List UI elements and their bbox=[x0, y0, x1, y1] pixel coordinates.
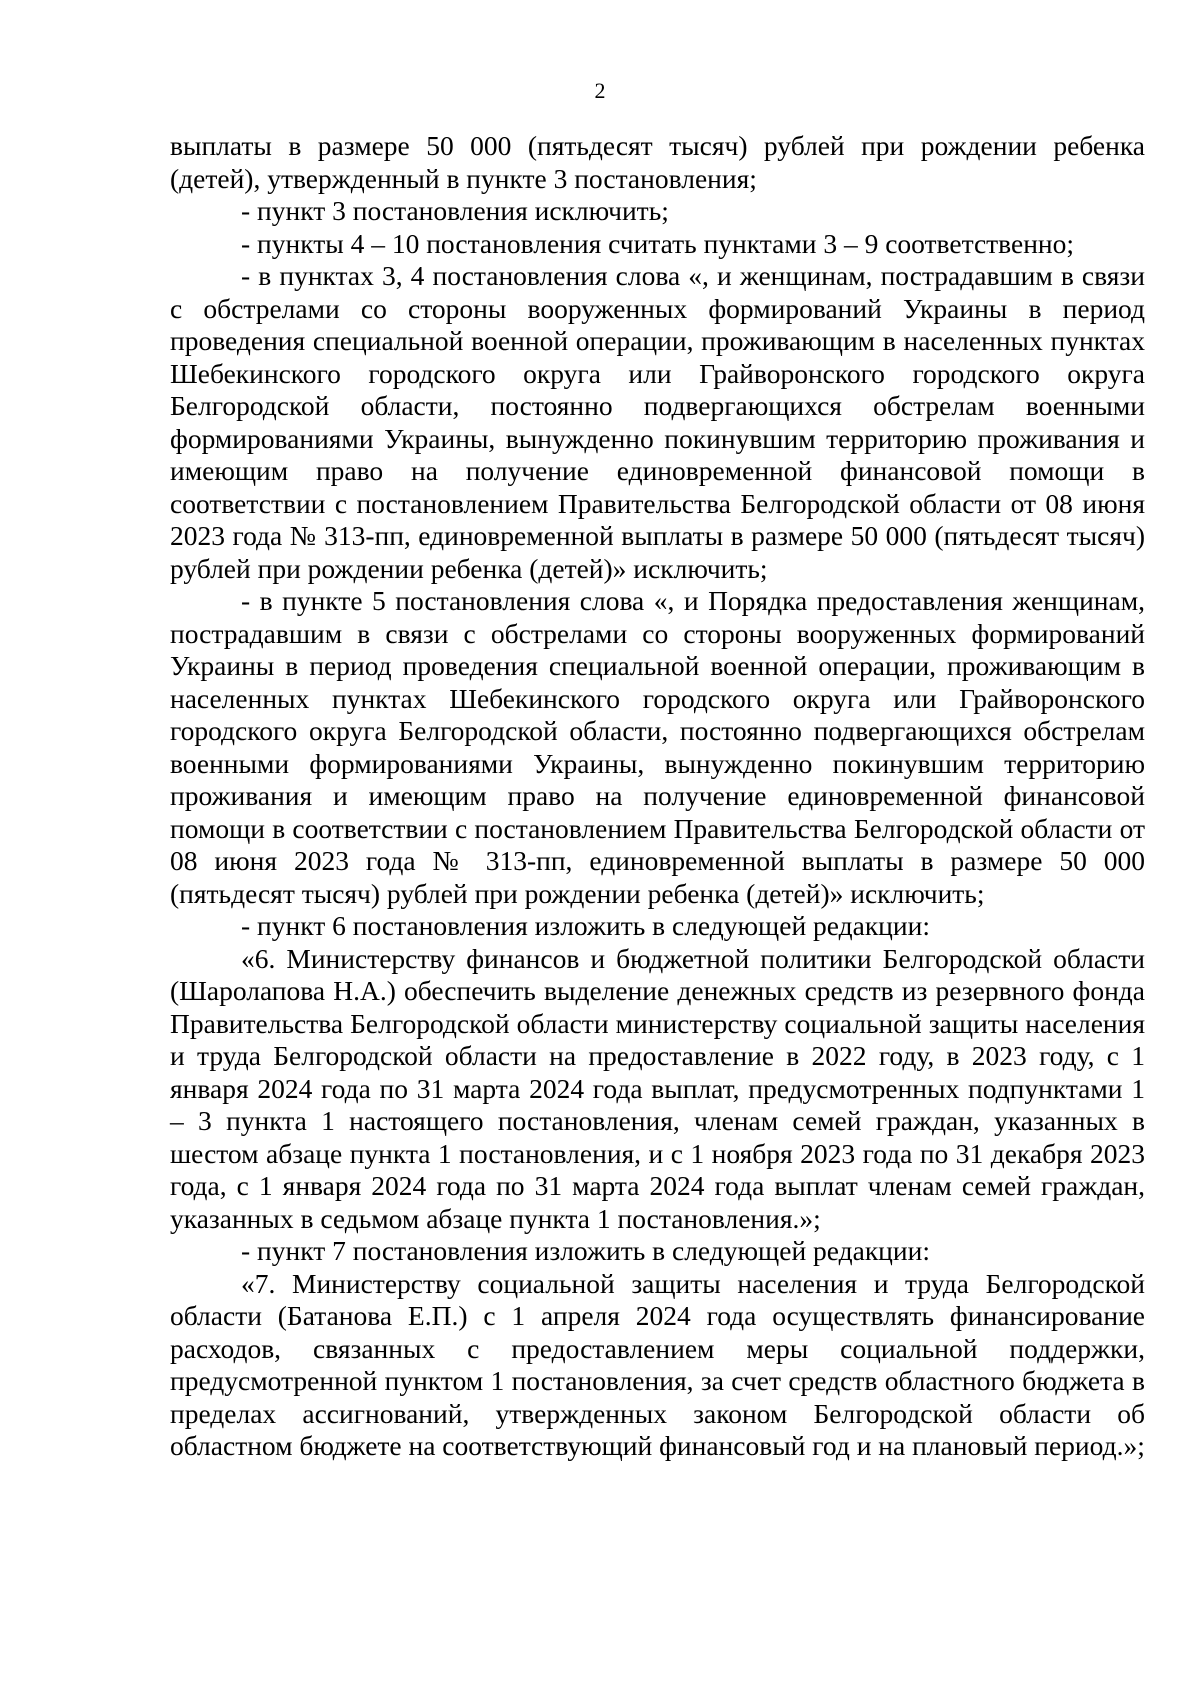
paragraph-item-3-exclude: - пункт 3 постановления исключить; bbox=[241, 195, 669, 226]
document-body bbox=[170, 130, 1145, 1463]
page-number: 2 bbox=[594, 78, 606, 103]
paragraph-item-7-text: «7. Министерству социальной защиты населения и труда Белгородской области (Батанова Е.П.) с 1 апреля 2024 года осуществлять финансирование расходов, связанных с предоставлением меры социальной поддержки, предусмотренной пунктом 1 постановления, за счет средств областного бюджета в пределах ассигнований, утвержденных законом Белгородской области об областном бюджете на соответствующий финансовый год и на плановый период.»; bbox=[170, 1267, 1145, 1461]
paragraph-renumber: - пункты 4 – 10 постановления считать пунктами 3 – 9 соответственно; bbox=[241, 227, 1075, 259]
paragraph-items-3-4-amendment: - в пунктах 3, 4 постановления слова «, и женщинам, пострадавшим в связи с обстрелами со стороны вооруженных формирований Украины в период проведения специальной военной операции, проживающим в населенных пунктах Шебекинского городского округа или Грайворонского городского округа Белгородской области, постоянно подвергающихся обстрелам военными формированиями Украины, вынужденно покинувшим территорию проживания и имеющим право на получение единовременной финансовой помощи в соответствии с постановлением Правительства Белгородской области от 08 июня 2023 года № 313-пп, единовременной выплаты в размере 50 000 (пятьдесят тысяч) рублей при рождении ребенка (детей)» исключить; bbox=[170, 260, 1145, 584]
paragraph-continuation: выплаты в размере 50 000 (пятьдесят тысяч) рублей при рождении ребенка (детей), утвержденный в пункте 3 постановления; bbox=[170, 130, 1145, 194]
paragraph-item-5-amendment: - в пункте 5 постановления слова «, и Порядка предоставления женщинам, пострадавшим в связи с обстрелами со стороны вооруженных формирований Украины в период проведения специальной военной операции, проживающим в населенных пунктах Шебекинского городского округа или Грайворонского городского округа Белгородской области, постоянно подвергающихся обстрелам военными формированиями Украины, вынужденно покинувшим территорию проживания и имеющим право на получение единовременной финансовой помощи в соответствии с постановлением Правительства Белгородской области от 08 июня 2023 года № 313-пп, единовременной выплаты в размере 50 000 (пятьдесят тысяч) рублей при рождении ребенка (детей)» исключить; bbox=[170, 585, 1145, 909]
paragraph-item-6-text: «6. Министерству финансов и бюджетной политики Белгородской области (Шаролапова Н.А.) обеспечить выделение денежных средств из резервного фонда Правительства Белгородской области министерству социальной защиты населения и труда Белгородской области на предоставление в 2022 году, в 2023 году, с 1 января 2024 года по 31 марта 2024 года выплат, предусмотренных подпунктами 1 – 3 пункта 1 настоящего постановления, членам семей граждан, указанных в шестом абзаце пункта 1 постановления, и с 1 ноября 2023 года по 31 декабря 2023 года, с 1 января 2024 года по 31 марта 2024 года выплат членам семей граждан, указанных в седьмом абзаце пункта 1 постановления.»; bbox=[170, 942, 1145, 1234]
paragraph-item-7-intro: - пункт 7 постановления изложить в следующей редакции: bbox=[241, 1235, 930, 1266]
paragraph-item-6-intro: - пункт 6 постановления изложить в следующей редакции: bbox=[241, 910, 930, 941]
